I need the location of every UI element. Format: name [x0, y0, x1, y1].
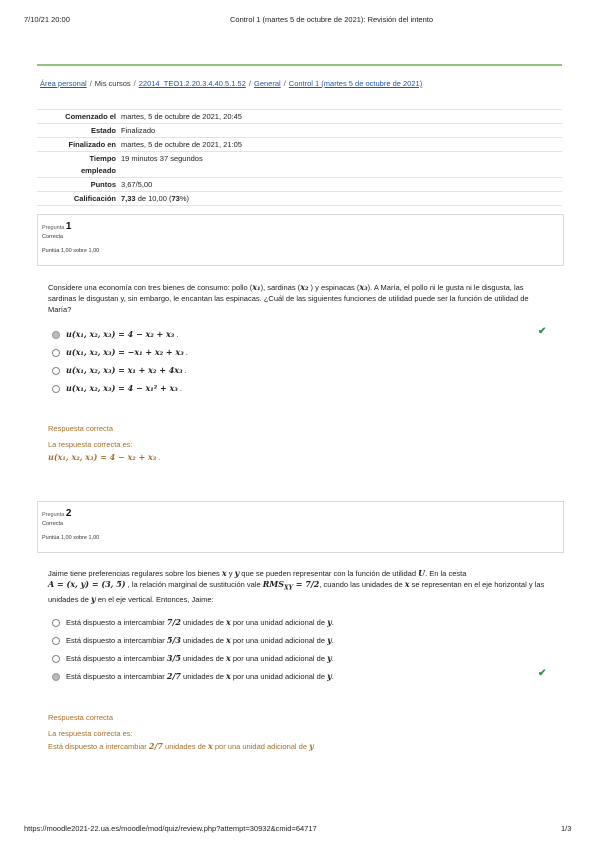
question-2-text: Jaime tiene preferencias regulares sobre los bienes x y y que se pueden representar con la función de utilidad U. En la cesta A = (x, y) = (3, 5) , la relación marginal de sustitución vale $RMS_{XY} = 7/2$, cuando las unidades de x se representan en el eje horizontal y las unidades de y en el eje vertical. Entonces, Jaime:	[48, 568, 545, 604]
points-value: 3,67/5,00	[121, 180, 153, 189]
breadcrumb-area-personal[interactable]: Área personal	[40, 79, 87, 88]
question-2-option-3[interactable]: Está dispuesto a intercambiar 3/5 unidades de x por una unidad adicional de y.	[52, 653, 334, 663]
breadcrumb-mis-cursos: Mis cursos	[94, 79, 131, 88]
question-2-prefix: Pregunta	[42, 512, 65, 518]
question-2-option-1[interactable]: Está dispuesto a intercambiar 7/2 unidades de x por una unidad adicional de y.	[52, 617, 334, 627]
time-label-line1: Tiempo	[89, 154, 116, 163]
question-1-answer: u(x₁, x₂, x₃) = 4 − x₂ + x₃ .	[48, 452, 161, 462]
question-2-feedback: Respuesta correcta	[48, 713, 114, 722]
print-url: https://moodle2021-22.ua.es/moodle/mod/quiz/review.php?attempt=30932&cmid=64717	[24, 824, 317, 833]
question-2-answer-intro: La respuesta correcta es:	[48, 729, 133, 738]
grade-label: Calificación	[73, 194, 116, 203]
question-2-option-4[interactable]: Está dispuesto a intercambiar 2/7 unidades de x por una unidad adicional de y.	[52, 671, 334, 681]
header-accent-bar	[37, 64, 562, 66]
radio-icon[interactable]	[52, 637, 60, 645]
question-1-text: Considere una economía con tres bienes de consumo: pollo (x₁), sardinas (x₂ ) y espinacas (x₃). A María, el pollo ni le gusta ni le disgusta, las sardinas le disgustan y, sin embargo, le encantan las espinacas. ¿Cuál de las siguientes funciones de utilidad puede ser la función de utilidad de María?	[48, 282, 529, 314]
breadcrumb-general[interactable]: General	[254, 79, 281, 88]
question-1-option-1[interactable]: u(x₁, x₂, x₃) = 4 − x₂ + x₃ .	[52, 329, 178, 339]
radio-selected-icon[interactable]	[52, 331, 60, 339]
started-label: Comenzado el	[65, 112, 116, 121]
question-2-option-2[interactable]: Está dispuesto a intercambiar 5/3 unidades de x por una unidad adicional de y.	[52, 635, 334, 645]
question-1-option-4[interactable]: u(x₁, x₂, x₃) = 4 − x₁² + x₃ .	[52, 383, 182, 393]
time-value: 19 minutos 37 segundos	[121, 154, 203, 163]
question-1-score: Puntúa 1,00 sobre 1,00	[42, 248, 100, 254]
radio-icon[interactable]	[52, 619, 60, 627]
question-1-prefix: Pregunta	[42, 225, 65, 231]
finished-value: martes, 5 de octubre de 2021, 21:05	[121, 140, 242, 149]
breadcrumb-quiz[interactable]: Control 1 (martes 5 de octubre de 2021)	[288, 79, 423, 88]
breadcrumb-course[interactable]: 22014_TEO1.2.20.3.4.40.5.1.52	[138, 79, 246, 88]
print-doc-title: Control 1 (martes 5 de octubre de 2021): Revisión del intento	[230, 15, 434, 24]
question-1-info	[37, 214, 564, 266]
state-label: Estado	[90, 126, 116, 135]
question-1-option-2[interactable]: u(x₁, x₂, x₃) = −x₁ + x₂ + x₃ .	[52, 347, 188, 357]
question-2-answer: Está dispuesto a intercambiar 2/7 unidades de x por una unidad adicional de y	[48, 741, 314, 751]
question-2-number: 2	[65, 508, 72, 519]
question-1-number: 1	[65, 221, 72, 232]
question-1-feedback: Respuesta correcta	[48, 424, 114, 433]
radio-icon[interactable]	[52, 655, 60, 663]
radio-icon[interactable]	[52, 385, 60, 393]
state-value: Finalizado	[121, 126, 156, 135]
print-page-number: 1/3	[561, 824, 572, 833]
correct-check-icon: ✔	[538, 668, 547, 679]
time-label-line2: empleado	[80, 166, 116, 175]
radio-icon[interactable]	[52, 367, 60, 375]
question-1-status: Correcta	[42, 234, 64, 240]
radio-selected-icon[interactable]	[52, 673, 60, 681]
question-1-answer-intro: La respuesta correcta es:	[48, 440, 133, 449]
finished-label: Finalizado en	[68, 140, 116, 149]
breadcrumb: Área personal / Mis cursos / 22014_TEO1.2.20.3.4.40.5.1.52 / General / Control 1 (martes 5 de octubre de 2021)	[40, 79, 423, 88]
question-2-status: Correcta	[42, 521, 64, 527]
correct-check-icon: ✔	[538, 326, 547, 337]
started-value: martes, 5 de octubre de 2021, 20:45	[121, 112, 242, 121]
question-2-info	[37, 501, 564, 553]
points-label: Puntos	[90, 180, 116, 189]
grade-value: 7,33 de 10,00 (73%)	[121, 194, 189, 203]
radio-icon[interactable]	[52, 349, 60, 357]
question-1-option-3[interactable]: u(x₁, x₂, x₃) = x₁ + x₂ + 4x₃ .	[52, 365, 187, 375]
question-2-score: Puntúa 1,00 sobre 1,00	[42, 535, 100, 541]
print-datetime: 7/10/21 20:00	[24, 15, 70, 24]
